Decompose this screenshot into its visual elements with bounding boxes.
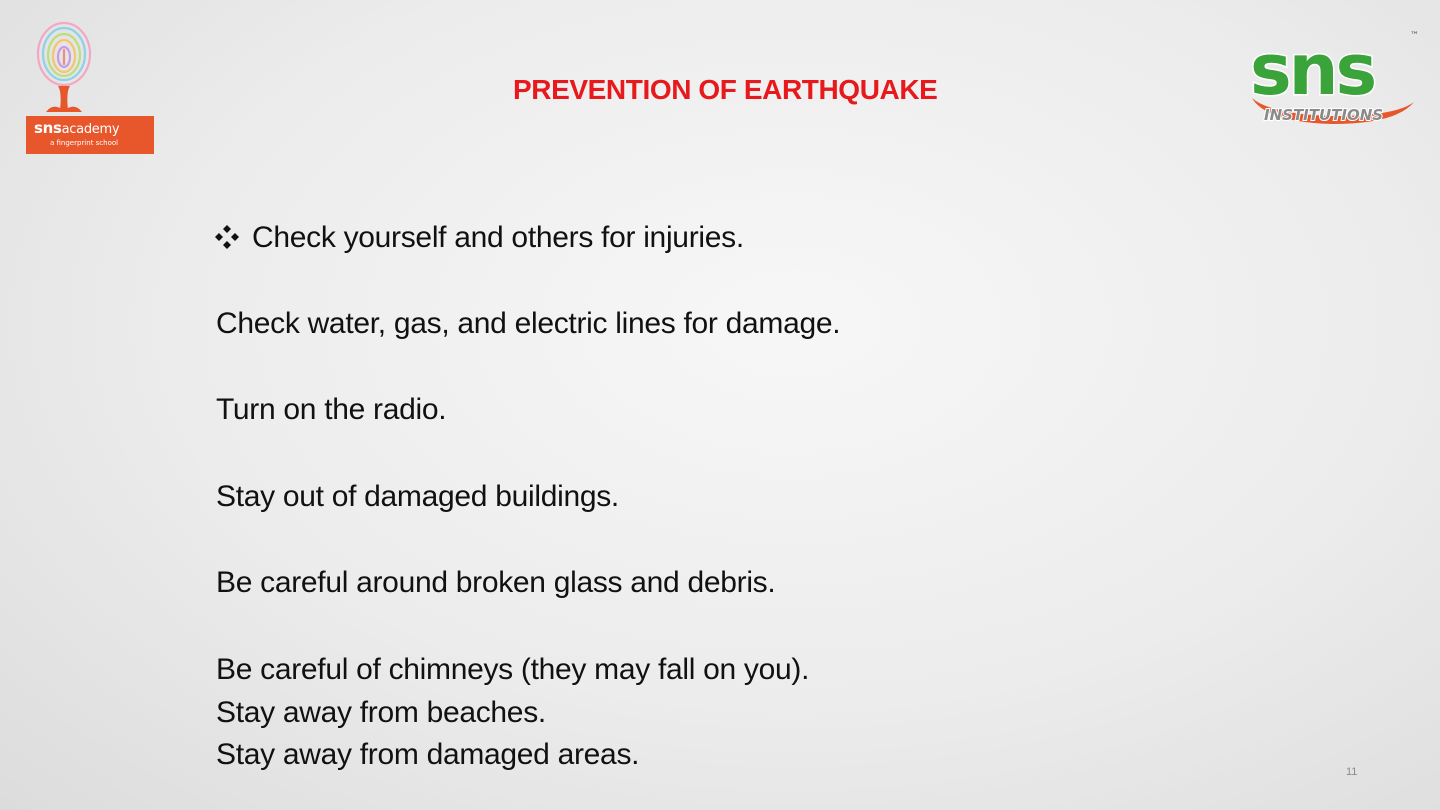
bullet-item: Check water, gas, and electric lines for damage. [216,307,841,340]
academy-tagline: a fingerprint school [50,139,119,147]
slide-title: PREVENTION OF EARTHQUAKE [513,74,938,105]
sns-institutions-logo [1246,28,1422,132]
bullet-item: Stay away from damaged areas. [216,738,640,771]
academy-name-rest: academy [61,122,120,137]
logo-institutions-text: INSTITUTIONS [1264,106,1384,124]
academy-band [26,116,154,154]
bullet-item: Check yourself and others for injuries. [252,221,744,254]
logo-sns-text: sns [1250,29,1375,111]
academy-name-bold: sns [34,119,62,137]
fingerprint-tree-icon [32,20,96,120]
bullet-item: Stay away from beaches. [216,696,546,729]
bullet-item: Stay out of damaged buildings. [216,480,619,513]
sns-academy-logo [26,20,154,156]
bullet-item: Turn on the radio. [216,393,447,426]
bullet-item: Be careful around broken glass and debris. [216,566,776,599]
logo-trademark: ™ [1410,31,1419,41]
academy-name [34,119,119,137]
diamond-four-bullet-icon [212,222,242,252]
bullet-item: Be careful of chimneys (they may fall on you). [216,653,810,686]
page-number: 11 [1346,766,1358,778]
